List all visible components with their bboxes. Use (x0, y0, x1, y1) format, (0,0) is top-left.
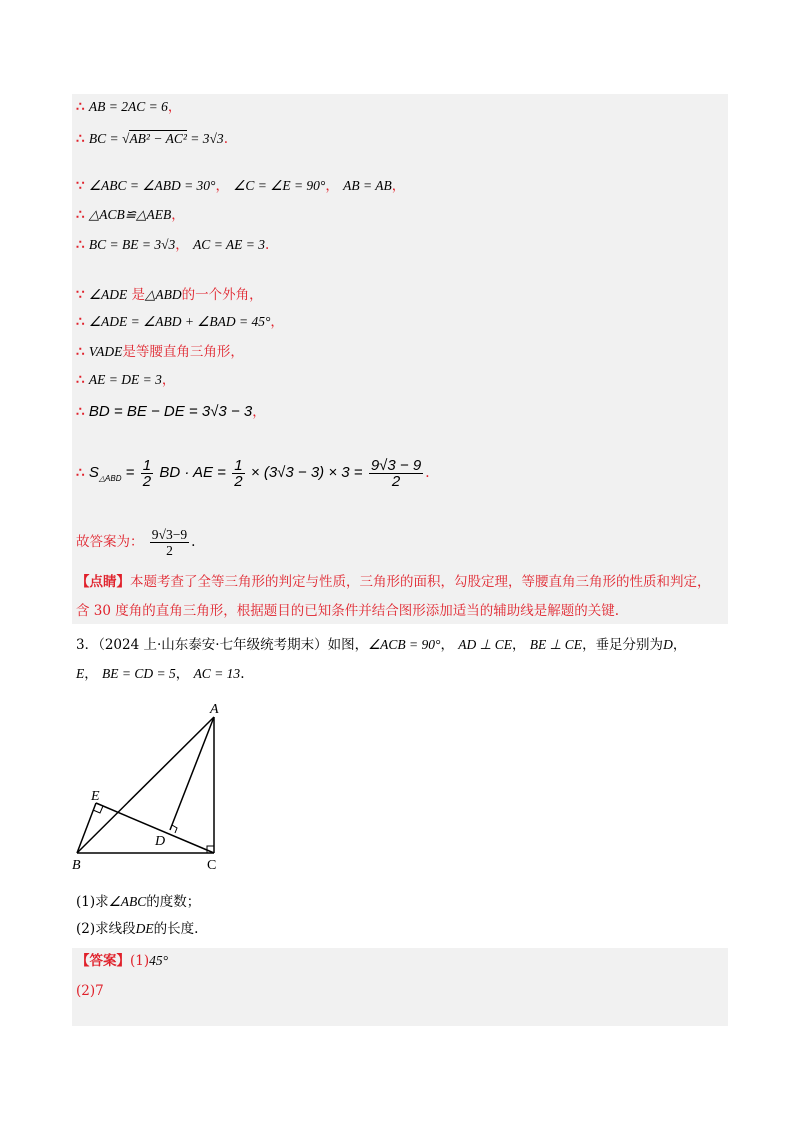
label-c: C (207, 858, 217, 873)
fraction-one-half: $\frac{1}{2}$ (142, 457, 152, 490)
right-angle-d (172, 825, 177, 833)
solution-step-3: ∵ ∠ABC = ∠ABD = 30°， ∠C = ∠E = 90°， AB = AB， (76, 178, 406, 194)
comment-line-2: 含 30 度角的直角三角形，根据题目的已知条件并结合图形添加适当的辅助线是解题的关键. (76, 603, 620, 619)
comment-line-1: 【点睛】本题考查了全等三角形的判定与性质，三角形的面积，勾股定理，等腰直角三角形的性质和判定， (76, 574, 711, 590)
question-2: (2)求线段DE的长度. (76, 921, 199, 937)
therefore-symbol: ∴ (76, 344, 85, 360)
solution-step-7: ∴ ∠ADE = ∠ABD + ∠BAD = 45°， (76, 314, 284, 330)
therefore-symbol: ∴ (76, 372, 85, 388)
label-b: B (72, 858, 81, 873)
because-symbol: ∵ (76, 287, 85, 303)
problem-3-line-1: 3．（2024 上·山东泰安·七年级统考期末）如图，∠ACB = 90°， AD ⊥ CE， BE ⊥ CE，垂足分别为D， (76, 637, 687, 653)
solution-step-11: ∴ $S_{\triangle ABD}$ = $\frac{1}{2}$ BD · AE = $\frac{1}{2}$ × (3√3 − 3) × 3 = $\frac{9√3 - 9}{2}$ . (76, 457, 430, 490)
solution-step-9: ∴ AE = DE = 3， (76, 372, 176, 388)
solution-step-2: ∴ BC = √AB² − AC² = 3√3. (76, 131, 228, 147)
segment-ab (77, 717, 214, 853)
solution-step-6: ∵ ∠ADE 是△ABD的一个外角， (76, 287, 263, 303)
therefore-symbol: ∴ (76, 314, 85, 330)
label-d: D (155, 834, 166, 849)
answer-line: 故答案为： $\frac{9√3-9}{2}$ . (76, 527, 196, 558)
question-1: (1)求∠ABC的度数； (76, 894, 201, 910)
solution-step-10: ∴ BD = BE − DE = 3√3 − 3， (76, 403, 266, 420)
label-e: E (91, 789, 100, 804)
solution-step-1: ∴ AB = 2AC = 6， (76, 99, 182, 115)
therefore-symbol: ∴ (76, 404, 85, 420)
therefore-symbol: ∴ (76, 237, 85, 253)
answer-fraction: $\frac{9√3-9}{2}$ (151, 527, 188, 558)
area-symbol: $S_{\triangle ABD}$ = (88, 464, 135, 483)
fraction-one-half-2: $\frac{1}{2}$ (234, 457, 243, 490)
because-symbol: ∵ (76, 178, 85, 194)
triangle-figure (60, 695, 240, 875)
solution-step-8: ∴ VADE是等腰直角三角形， (76, 344, 244, 360)
therefore-symbol: ∴ (76, 465, 85, 481)
fraction-result: $\frac{9√3 - 9}{2}$ (370, 457, 422, 490)
segment-ad (170, 717, 214, 830)
answer-3-line-1: 【答案】(1)45° (76, 953, 169, 969)
problem-3-line-2: E， BE = CD = 5， AC = 13. (76, 666, 245, 682)
solution-step-5: ∴ BC = BE = 3√3， AC = AE = 3. (76, 237, 270, 253)
therefore-symbol: ∴ (76, 207, 85, 223)
therefore-symbol: ∴ (76, 131, 85, 147)
solution-step-4: ∴ △ACB≌△AEB， (76, 207, 185, 223)
answer-block (72, 948, 728, 1026)
label-a: A (210, 702, 219, 717)
answer-3-line-2: (2)7 (76, 983, 104, 999)
therefore-symbol: ∴ (76, 99, 85, 115)
